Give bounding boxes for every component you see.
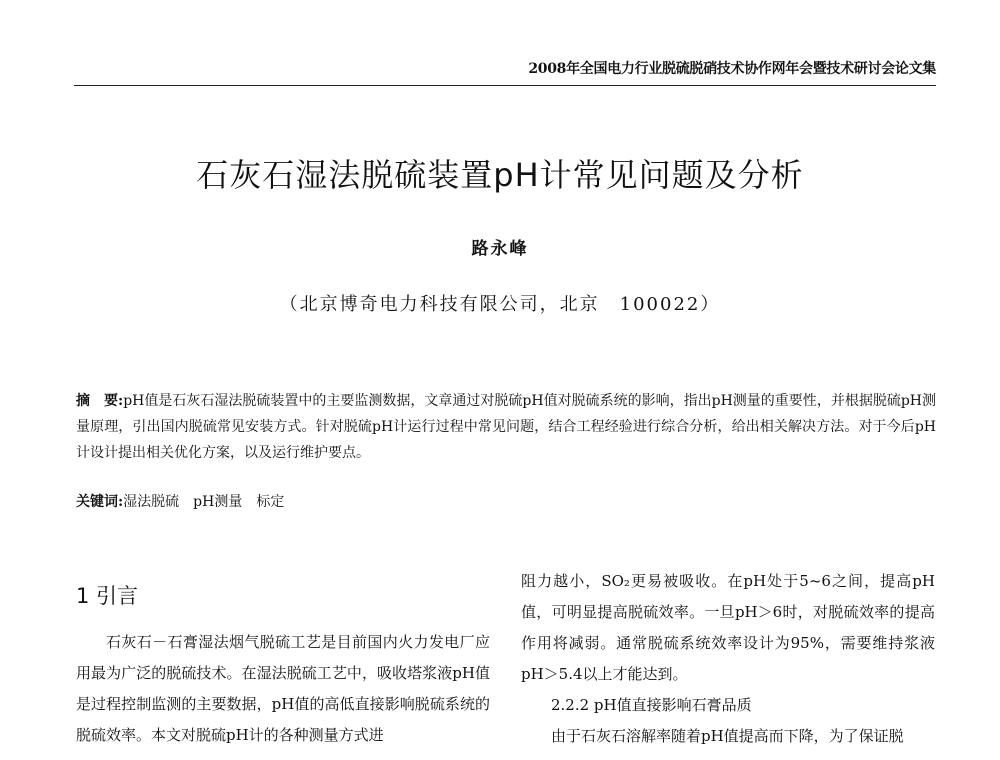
keywords-label: 关键词: — [76, 494, 124, 510]
section-title: 1 引言 — [76, 584, 139, 608]
author-affiliation: （北京博奇电力科技有限公司，北京 100022） — [279, 294, 721, 315]
author-name: 路永峰 — [471, 239, 529, 259]
abstract-label: 摘 要: — [76, 393, 124, 409]
right-paragraph-2: 由于石灰石溶解率随着pH值提高而下降，为了保证脱 — [551, 727, 904, 745]
subsection-heading: 2.2.2 pH值直接影响石膏品质 — [551, 696, 752, 714]
abstract — [76, 388, 936, 466]
keywords-text: 湿法脱硫 pH测量 标定 — [123, 494, 285, 510]
header-rule — [74, 85, 936, 86]
keywords — [76, 490, 936, 514]
paper-title: 石灰石湿法脱硫装置pH计常见问题及分析 — [196, 156, 804, 194]
right-paragraph-1: 阻力越小，SO₂更易被吸收。在pH处于5~6之间，提高pH值，可明显提高脱硫效率。一旦pH＞6时，对脱硫效率的提高作用将减弱。通常脱硫系统效率设计为95%，需要维持浆液pH＞5.4以上才能达到。 — [521, 572, 935, 683]
running-header: 2008年全国电力行业脱硫脱硝技术协作网年会暨技术研讨会论文集 — [528, 61, 936, 77]
intro-paragraph: 石灰石－石膏湿法烟气脱硫工艺是目前国内火力发电厂应用最为广泛的脱硫技术。在湿法脱硫工艺中，吸收塔浆液pH值是过程控制监测的主要数据，pH值的高低直接影响脱硫系统的脱硫效率。本文对脱硫pH计的各种测量方式进 — [76, 633, 490, 744]
abstract-text: pH值是石灰石湿法脱硫装置中的主要监测数据，文章通过对脱硫pH值对脱硫系统的影响，指出pH测量的重要性，并根据脱硫pH测量原理，引出国内脱硫常见安装方式。针对脱硫pH计运行过程中常见问题，结合工程经验进行综合分析，给出相关解决方法。对于今后pH计设计提出相关优化方案，以及运行维护要点。 — [76, 393, 937, 461]
left-column — [76, 627, 490, 751]
right-column — [521, 566, 935, 752]
